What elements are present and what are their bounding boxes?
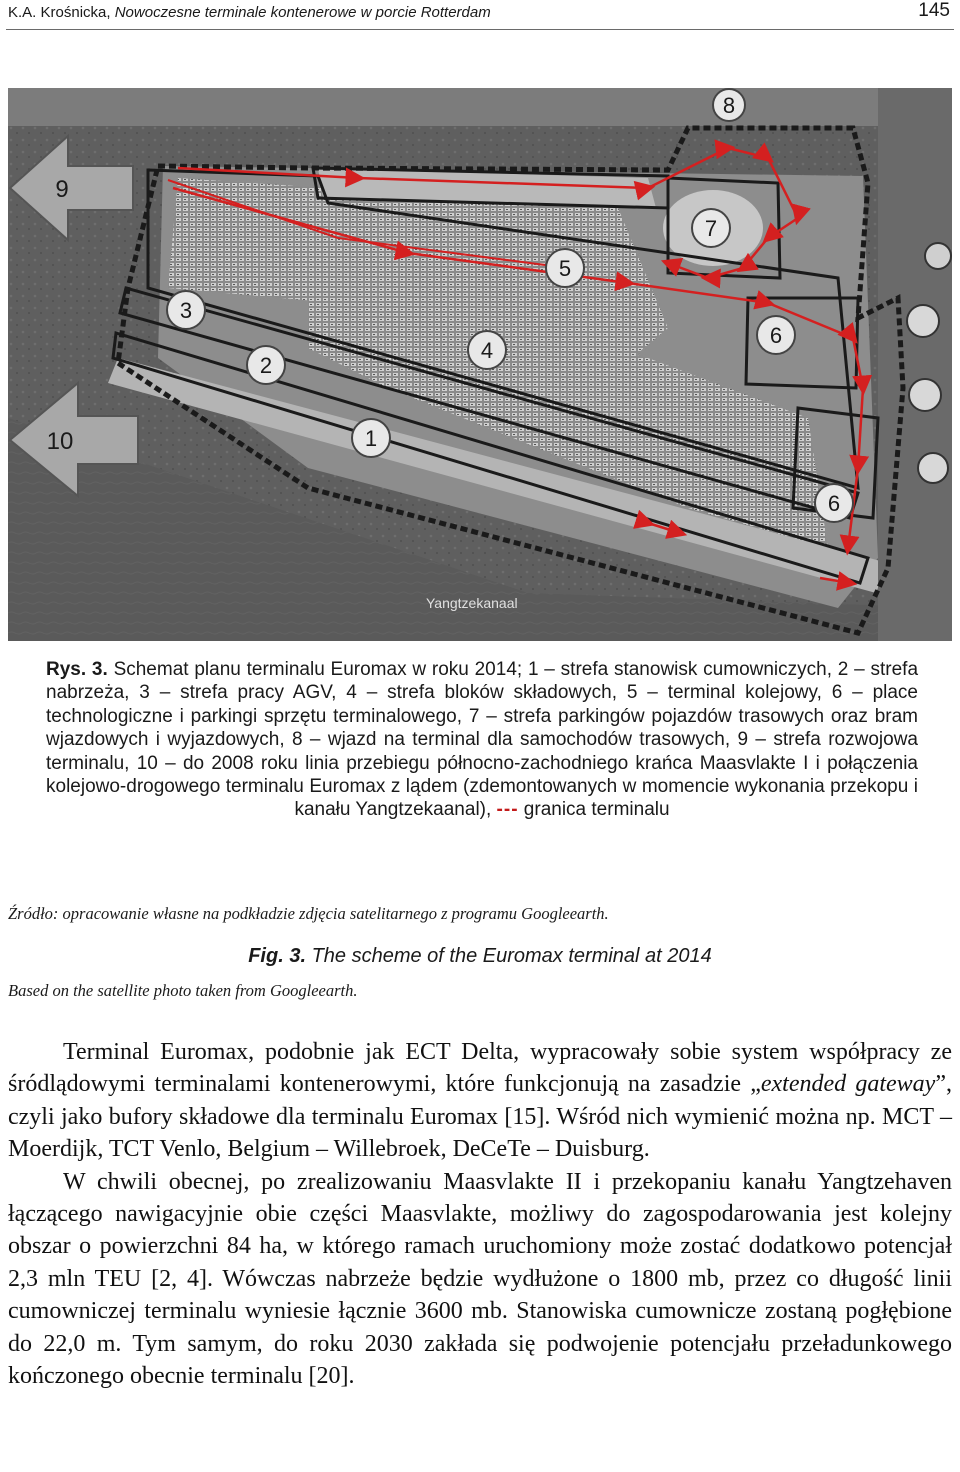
zone-label-1 <box>352 419 390 457</box>
zone-label-4 <box>468 331 506 369</box>
paragraph-1-text: Terminal Euromax, podobnie jak ECT Delta, wypracowały sobie system współpracy ze śródlądowymi terminalami kontenerowymi, które funkcjonują na zasadzie „ <box>8 1039 952 1098</box>
zone-label-text: 4 <box>480 338 494 363</box>
canal-label: Yangtzekanaal <box>426 595 518 611</box>
figure-caption <box>46 658 918 822</box>
zone-label-text: 6 <box>769 323 783 348</box>
page-number: 145 <box>918 0 950 21</box>
zone-label-text: 5 <box>558 256 572 281</box>
zone-label-9: 9 <box>55 176 69 203</box>
zone-label-text: 8 <box>722 93 736 118</box>
body-text <box>8 1036 952 1392</box>
storage-tank-icon <box>925 243 951 269</box>
zone-label-8 <box>713 89 745 121</box>
boundary-legend-dash: --- <box>496 799 519 821</box>
source-note-en: Based on the satellite photo taken from Googleearth. <box>8 981 358 1000</box>
top-strip <box>8 88 952 126</box>
running-title <box>8 4 491 21</box>
caption-tail: granica terminalu <box>518 799 670 821</box>
caption-lead: Rys. 3. <box>46 659 108 680</box>
header-rule <box>6 29 954 30</box>
zone-label-6a <box>757 316 795 354</box>
paragraph-1 <box>8 1036 952 1166</box>
storage-tank-icon <box>909 379 941 411</box>
paragraph-1-emphasis: extended gateway <box>760 1071 936 1098</box>
zone-label-5 <box>546 249 584 287</box>
zone-label-7 <box>692 209 730 247</box>
zone-label-6b <box>815 484 853 522</box>
zone-label-text: 1 <box>364 426 378 451</box>
source-note-pl: Źródło: opracowanie własne na podkładzie zdjęcia satelitarnego z programu Googleearth. <box>8 904 609 923</box>
paragraph-2: W chwili obecnej, po zrealizowaniu Maasvlakte II i przekopaniu kanału Yangtzehaven łączącego nawigacyjnie obie części Maasvlakte, możliwy do zagospodarowania jest kolejny obszar o powierzchni 84 ha, w którego ramach uruchomiony może zostać dodatkowo potencjał 2,3 mln TEU [2, 4]. Wówczas nabrzeże będzie wydłużone o 1800 mb, przez co długość linii cumowniczej terminalu wyniesie łącznie 3600 mb. Stanowiska cumownicze zostaną pogłębione do 22,0 m. Tym samym, do roku 2030 zakłada się podwojenie potencjału przeładunkowego kończonego obecnie terminalu [20]. <box>8 1168 952 1390</box>
zone-label-2 <box>247 346 285 384</box>
terminal-map <box>8 88 952 641</box>
header-author: K.A. Krośnicka, <box>8 4 115 21</box>
running-header <box>0 0 960 30</box>
satellite-figure <box>8 88 952 641</box>
storage-tank-icon <box>918 453 948 483</box>
zone-label-text: 7 <box>704 216 718 241</box>
storage-tank-icon <box>907 305 939 337</box>
zone-label-3 <box>167 291 205 329</box>
east-land <box>878 88 952 641</box>
zone-label-text: 6 <box>827 491 841 516</box>
zone-label-text: 2 <box>259 353 273 378</box>
paragraph-1-end: ”, czyli jako bufory składowe dla terminalu Euromax [15]. Wśród nich wymienić można np. MCT – Moerdijk, TCT Venlo, Belgium – Willebroek, DeCeTe – Duisburg. <box>8 1071 952 1163</box>
figure-caption-en <box>0 945 960 968</box>
zone-label-10: 10 <box>46 428 74 455</box>
caption-en-text: The scheme of the Euromax terminal at 2014 <box>306 945 712 967</box>
caption-text: Schemat planu terminalu Euromax w roku 2014; 1 – strefa stanowisk cumowniczych, 2 – strefa nabrzeża, 3 – strefa pracy AGV, 4 – strefa bloków składowych, 5 – terminal kolejowy, 6 – place technologiczne i parkingi sprzętu terminalowego, 7 – strefa parkingów pojazdów trasowych oraz bram wjazdowych i wyjazdowych, 8 – wjazd na terminal dla samochodów trasowych, 9 – strefa rozwojowa terminalu, 10 – do 2008 roku linia przebiegu północno-zachodniego krańca Maasvlakte I i połączenia kolejowo-drogowego terminalu Euromax z lądem (zdemontowanych w momencie wykonania przekopu i kanału Yangtzekaanal), <box>46 659 919 821</box>
zone-label-text: 3 <box>179 298 193 323</box>
caption-en-lead: Fig. 3. <box>248 945 307 967</box>
header-title: Nowoczesne terminale kontenerowe w porcie Rotterdam <box>114 4 491 21</box>
